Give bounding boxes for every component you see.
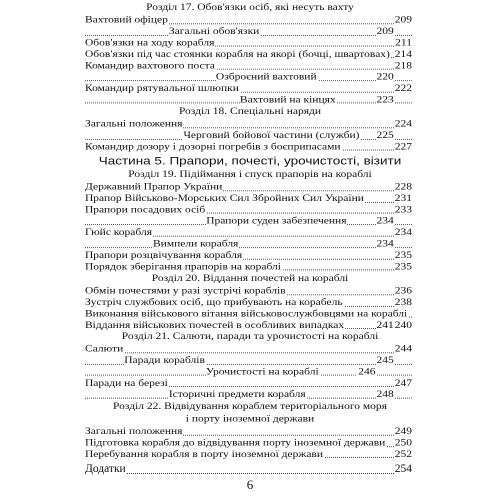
toc-entry-page: 235 [394, 262, 412, 273]
toc-entry-page: 240 [394, 320, 412, 331]
toc-entry-title: Прапор Військово-Морських Сил Збройних Сил України [85, 193, 364, 204]
section-heading: Розділ 18. Спеціальні наряди [178, 106, 322, 117]
toc-entry-title: Салюти [85, 344, 124, 355]
part-heading: Частина 5. Прапори, почесті, урочистості, візити [98, 154, 402, 167]
toc-entry-title: Черговий бойової частини (служби) [183, 130, 360, 141]
toc-entry-page: 238 [394, 297, 412, 308]
section-items [0, 182, 500, 273]
toc-entry-page: 245 [376, 356, 394, 366]
toc-entry-page: 241 [376, 320, 394, 331]
toc-entry-title: Паради кораблів [124, 356, 205, 366]
toc-entry-page: 244 [394, 344, 412, 355]
toc-entry-page: 236 [394, 286, 412, 297]
toc-entry-title: Урочистості на кораблі [205, 367, 319, 378]
toc-entry [85, 389, 412, 400]
section-heading: Розділ 17. Обов'язки осіб, які несуть вахту [146, 2, 354, 13]
section-17 [0, 2, 500, 105]
section-items [0, 425, 500, 459]
toc-entry-page: 227 [394, 141, 412, 152]
toc-entry-title: Перебування корабля в порту іноземної держави [85, 449, 324, 460]
toc-entry [85, 378, 412, 389]
toc-entry [85, 238, 412, 249]
toc-entry [85, 182, 412, 193]
toc-entry-page: 224 [394, 118, 412, 129]
section-heading: Розділ 22. Відвідування кораблем територіального моря [113, 401, 387, 412]
dot-leader [85, 353, 412, 354]
toc-entry [85, 26, 412, 37]
toc-entry-page: 233 [394, 205, 412, 216]
toc-entry [85, 71, 412, 82]
toc-entry-title: Паради на березі [85, 378, 168, 389]
toc-entry [85, 130, 412, 141]
toc-entry-title: Вимпели корабля [153, 239, 239, 250]
toc-entry-title: Історичні предмети корабля [168, 390, 306, 401]
toc-entry [85, 250, 412, 261]
toc-entry-title: Порядок зберігання прапорів на кораблі [85, 262, 281, 273]
toc-entry-page: 249 [394, 426, 412, 437]
toc-entry [85, 227, 412, 238]
toc-entry-title: Гюйс корабля [85, 228, 153, 238]
toc-entry [85, 14, 412, 25]
toc-entry-title: Обов'язки під час стоянки корабля на якорі (бочці, швартовах) [85, 49, 390, 60]
toc-entry [85, 261, 412, 272]
toc-entry [85, 437, 412, 448]
toc-entry-title: Обмін почестями у разі зустрічі кораблів [85, 286, 286, 297]
toc-entry-title: Загальні положення [85, 426, 183, 437]
section-22 [0, 401, 500, 460]
section-items [0, 344, 500, 401]
toc-entry [85, 141, 412, 152]
section-heading: Розділ 20. Віддання почестей на кораблі [151, 273, 349, 284]
toc-entry-title: Командир рятувальної шлюпки [85, 83, 239, 94]
toc-entry [85, 118, 412, 129]
toc-entry-title: Прапори суден забезпечення [206, 216, 347, 227]
toc-entry-title: Віддання військових почестей в особливих випадках [85, 320, 345, 331]
toc-entry [85, 448, 412, 459]
toc-entry-title: Командир вахтового поста [85, 61, 215, 72]
toc-entry [85, 367, 412, 378]
toc-entry-title: Виконання військового вітання військовослужбовцями на кораблі [85, 309, 408, 320]
toc-entry-title: Обов'язки на ходу корабля [85, 38, 215, 48]
toc-entry-page: 220 [376, 72, 394, 82]
toc-entry-title: Прапори посадових осіб [85, 205, 206, 216]
toc-entry [85, 462, 412, 476]
toc-entry-title: Державний Прапор України [85, 182, 223, 193]
toc-entry [85, 193, 412, 204]
toc-entry [85, 94, 412, 105]
toc-entry-page: 214 [394, 49, 412, 60]
toc-entry [85, 83, 412, 94]
section-21 [0, 331, 500, 400]
toc-entry-page: 254 [394, 463, 412, 475]
section-heading: Розділ 19. Підіймання і спуск прапорів на кораблі [128, 170, 372, 180]
toc-entry-page: 234 [376, 239, 394, 250]
section-heading-line2: і порту іноземної держави [185, 413, 315, 424]
toc-entry-page: 228 [394, 182, 412, 193]
dot-leader [85, 247, 412, 248]
toc-entry-title: Вахтовий на кінцях [239, 94, 336, 105]
toc-entry-page: 211 [395, 38, 412, 48]
section-heading: Розділ 21. Салюти, паради та урочистості на кораблі [121, 332, 379, 343]
toc-entry-title: Додатки [85, 463, 126, 475]
toc-entry [85, 60, 412, 71]
toc-entry [85, 285, 412, 296]
toc-entry-page: 209 [394, 15, 412, 26]
toc-entry-page: 222 [394, 83, 412, 94]
toc-entry [85, 344, 412, 355]
part-5 [0, 153, 500, 169]
toc-entry [85, 355, 412, 366]
toc-entry-page: 235 [394, 250, 412, 261]
toc-entry-page: 223 [376, 94, 394, 105]
toc-entry-page: 246 [358, 367, 376, 378]
toc-entry-page: 218 [394, 61, 412, 72]
toc-entry-title: Командир дозору і дозорні погребів з боєприпасами [85, 141, 341, 152]
section-items [0, 14, 500, 105]
toc-entry-page: 252 [394, 449, 412, 460]
toc-entry [85, 48, 412, 59]
section-20 [0, 273, 500, 331]
dot-leader [85, 473, 412, 474]
toc-entry-page: 250 [394, 437, 412, 448]
toc-entry [85, 319, 412, 330]
toc-entry-title: Загальні положення [85, 118, 183, 129]
section-items [0, 285, 500, 330]
toc-entry-page: 231 [394, 193, 412, 204]
section-18 [0, 106, 500, 153]
toc-entry-title: Вахтовий офіцер [85, 15, 168, 26]
toc-entry-page: 248 [376, 390, 394, 401]
toc-entry-page: 234 [394, 228, 412, 238]
page-number: 6 [246, 477, 254, 492]
toc-entry [85, 425, 412, 436]
toc-entry-title: Загальні обов'язки [168, 26, 260, 37]
toc-entry-page: 209 [376, 26, 394, 37]
toc-entry-title: Підготовка корабля до відвідування порту іноземної держави [85, 437, 386, 448]
appendix [0, 462, 500, 476]
toc-entry-page: 225 [376, 130, 394, 141]
toc-entry [85, 297, 412, 308]
toc-entry [85, 216, 412, 227]
section-19 [0, 169, 500, 273]
toc-entry [85, 204, 412, 215]
toc-entry-page: 234 [376, 216, 394, 227]
toc-entry-title: Зустріч службових осіб, що прибувають на корабель [85, 297, 343, 308]
toc-entry [85, 37, 412, 48]
toc-entry-page: 247 [394, 378, 412, 389]
toc-entry-title: Озброєний вахтовий [215, 72, 317, 82]
toc-entry-title: Прапори розцвічування корабля [85, 250, 243, 261]
section-items [0, 118, 500, 152]
